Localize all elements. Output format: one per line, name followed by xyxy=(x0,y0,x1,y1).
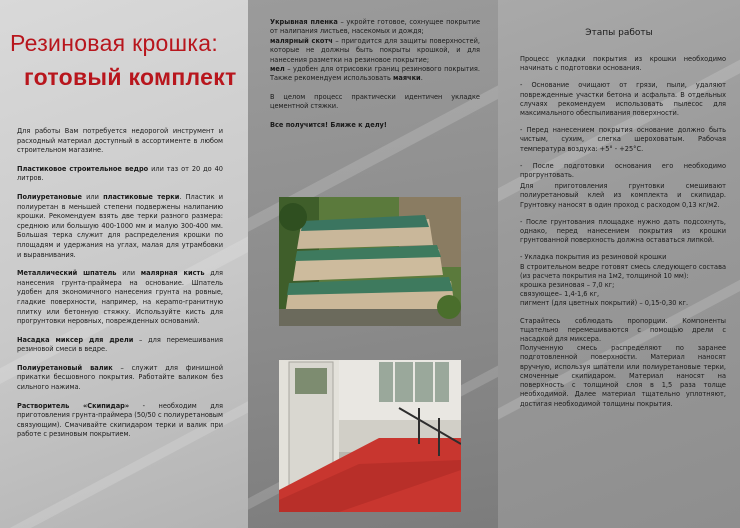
intro-paragraph: Для работы Вам потребуется недорогой инструмент и расходный материал доступный в ассортименте в любом строительном магазине. xyxy=(17,127,223,155)
tool-name: Полиуретановый валик xyxy=(17,363,113,372)
stage-paragraph: Старайтесь соблюдать пропорции. Компоненты тщательно перемешиваются с помощью дрели с насадкой для миксера. Полученную смесь распределяют по заранее подготовленной поверхности. Материал наносят вручную, используя шпатели или полиуретановые терки, смоченные скипидаром. Материал наносят на поверхность с толщиной слоя в 1,5 раза толще необходимой. Далее материал тщательно уплотняют, достигая необходимой толщины покрытия. xyxy=(520,316,726,408)
stage-paragraph: Процесс укладки покрытия из крошки необходимо начинать с подготовки основания. xyxy=(520,55,726,73)
tool-text: . Пластик и полиуретан в меньшей степени подвержены налипанию крошки. Рекомендуем взять две терки разного размера: среднюю или большую 400-1000 мм и малую 300-400 мм. Большая терка служит для распределения крошки по площадям и удержания на углах, малая для утрамбовки и выравнивания. xyxy=(17,192,223,259)
brochure-title-line1: Резиновая крошка: xyxy=(10,30,219,56)
green-rubber-steps-photo xyxy=(279,197,461,326)
stage-paragraph: Для приготовления грунтовки смешивают полиуретановый клей из комплекта и скипидар. Грунтовку наносят в один проход с расходом 0,13 кг/м2. xyxy=(520,182,726,209)
material-item xyxy=(270,18,480,84)
tools-column xyxy=(17,127,223,449)
closing-line xyxy=(270,121,480,130)
tool-name: пластиковые терки xyxy=(103,192,180,201)
material-name: маячки xyxy=(392,74,421,83)
materials-column xyxy=(270,18,480,139)
stage-paragraph: - После грунтования площадке нужно дать подсохнуть, однако, перед нанесением покрытия из крошки грунтованной поверхность должна оставаться липкой. xyxy=(520,217,726,245)
tool-item xyxy=(17,364,223,393)
tool-text: для нанесения грунта-праймера на основание. Шпатель удобен для экономичного нанесения грунта на ровные, гладкие поверхности, например, на кераmo-гранитную плитку или бетонную стяжку. Используйте кисть для прогрунтовки неровных, поврежденных оснований. xyxy=(17,269,223,326)
tool-name: Полиуретановые xyxy=(17,192,82,201)
brochure-title-line2: готовый комплект xyxy=(24,64,237,90)
tool-text: или xyxy=(81,192,104,201)
tool-text: или таз от 20 до 40 литров. xyxy=(17,164,224,183)
material-name: малярный скотч xyxy=(270,36,333,45)
stage-paragraph: - Укладка покрытия из резиновой крошки В строительном ведре готовят смесь следующего состава (из расчета покрытия на 1м2, толщиной 10 мм): крошка резиновая – 7,0 кг; связующее– 1,4-1,6 кг, пигмент (для цветных покрытий) – 0,15-0,30 кг. xyxy=(520,253,726,308)
red-rubber-walkway-photo xyxy=(279,360,461,512)
work-stages-column xyxy=(520,55,726,417)
closing-text: Все получится! Ближе к делу! xyxy=(270,120,387,129)
material-text: . xyxy=(420,74,423,83)
material-text: – удобен для отрисовки границ резинового покрытия. Также рекомендуем использовать xyxy=(270,65,480,83)
tool-text: - необходим для приготовления грунта-праймера (50/50 с полиуретановым связующим). Смачивайте скипидаром терки и валик при работе с резиновым покрытием. xyxy=(17,401,223,439)
steps-illustration xyxy=(279,197,461,326)
tool-item xyxy=(17,269,223,327)
stage-paragraph: - После подготовки основания его необходимо прогрунтовать. xyxy=(520,161,726,180)
note-paragraph: В целом процесс практически идентичен укладке цементной стяжки. xyxy=(270,92,480,111)
tool-text: или xyxy=(116,269,141,278)
tool-name: Растворитель «Скипидар» xyxy=(17,401,130,410)
tool-name: Пластиковое строительное ведро xyxy=(17,164,149,173)
tool-item xyxy=(17,165,223,184)
material-text: – укройте готовое, сохнущее покрытие от налипания листьев, насекомых и дождя; xyxy=(270,18,480,36)
tool-name: малярная кисть xyxy=(140,269,205,278)
walkway-illustration xyxy=(279,360,461,512)
tool-item xyxy=(17,193,223,260)
tool-item xyxy=(17,402,223,440)
material-name: мел xyxy=(270,65,285,74)
tool-text: – служит для финишной прикатки бесшовного покрытия. Работайте валиком без сильного нажима. xyxy=(17,363,223,392)
work-stages-title: Этапы работы xyxy=(585,28,653,38)
material-text: – пригодится для защиты поверхностей, которые не должны быть покрыты крошкой, и для нанесения разметки на резиновое покрытие; xyxy=(270,36,480,64)
tool-name: Насадка миксер для дрели xyxy=(17,335,134,344)
stage-paragraph: - Перед нанесением покрытия основание должно быть чистым, сухим, слегка шероховатым. Рабочая температура воздуха: +5° - +25°С. xyxy=(520,126,726,153)
stage-paragraph: - Основание очищают от грязи, пыли, удаляют поврежденные участки бетона и асфальта. В отдельных случаях рекомендуем использовать пылесос для максимального обеспыливания поверхности. xyxy=(520,81,726,118)
tool-name: Металлический шпатель xyxy=(17,269,117,278)
tool-item xyxy=(17,336,223,355)
tool-text: – для перемешивания резиновой смеси в ведре. xyxy=(17,335,223,354)
material-name: Укрывная пленка xyxy=(270,18,338,26)
